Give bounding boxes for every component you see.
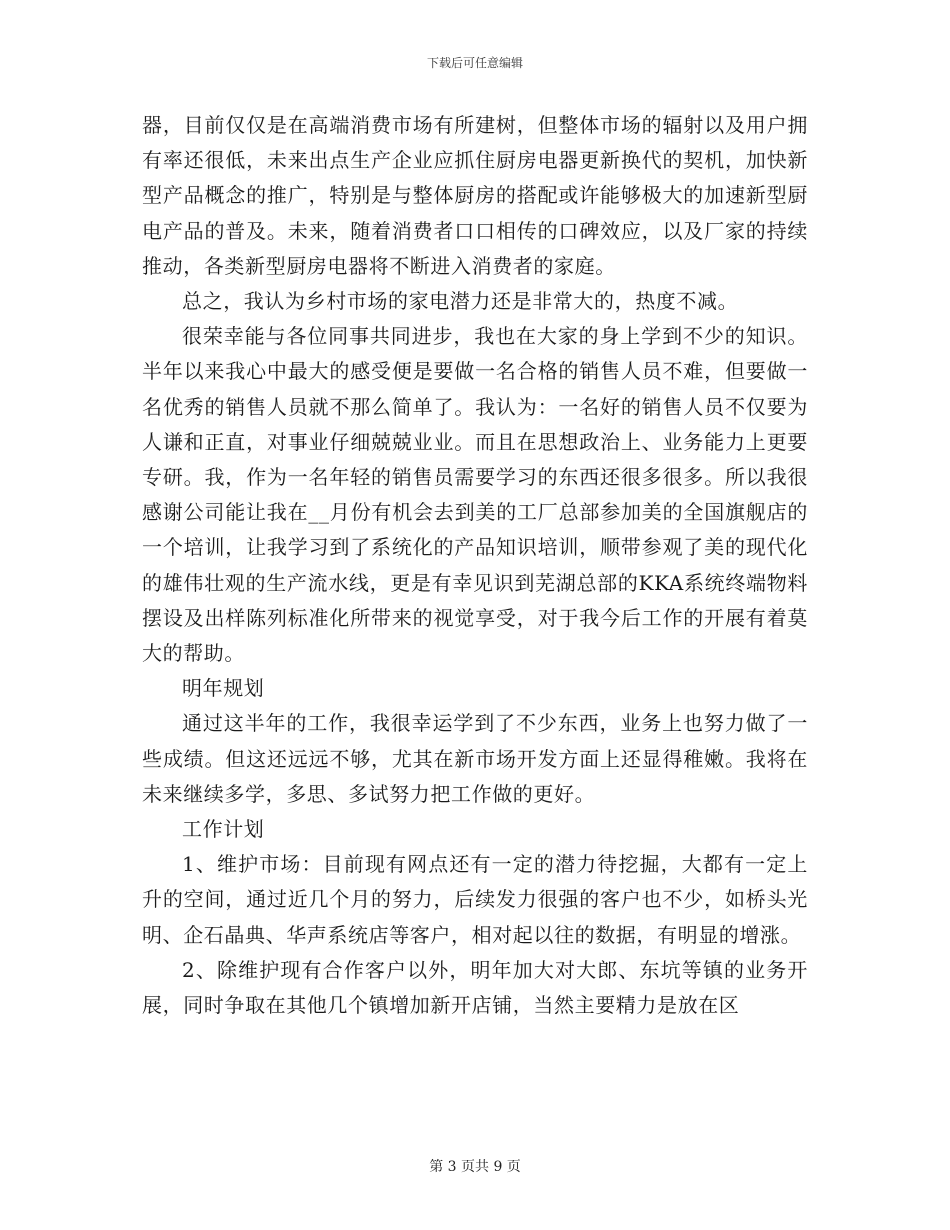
document-body bbox=[142, 108, 808, 1023]
page-header-note: 下载后可任意编辑 bbox=[426, 56, 523, 70]
page-number-footer: 第 3 页共 9 页 bbox=[429, 1159, 521, 1175]
section-heading-next-year-plan: 明年规划 bbox=[182, 676, 265, 701]
paragraph-continued: 器，目前仅仅是在高端消费市场有所建树，但整体市场的辐射以及用户拥有率还很低，未来出点生产企业应抓住厨房电器更新换代的契机，加快新型产品概念的推广，特别是与整体厨房的搭配或许能够极大的加速新型厨电产品的普及。未来，随着消费者口口相传的口碑效应，以及厂家的持续推动，各类新型厨房电器将不断进入消费者的家庭。 bbox=[142, 113, 808, 278]
paragraph-next-year-plan: 通过这半年的工作，我很幸运学到了不少东西，业务上也努力做了一些成绩。但这还远远不够，尤其在新市场开发方面上还显得稚嫩。我将在未来继续多学，多思、多试努力把工作做的更好。 bbox=[142, 711, 808, 806]
paragraph-summary: 总之，我认为乡村市场的家电潜力还是非常大的，热度不减。 bbox=[182, 289, 739, 314]
paragraph-reflection: 很荣幸能与各位同事共同进步，我也在大家的身上学到不少的知识。半年以来我心中最大的感受便是要做一名合格的销售人员不难，但要做一名优秀的销售人员就不那么简单了。我认为：一名好的销售人员不仅要为人谦和正直，对事业仔细兢兢业业。而且在思想政治上、业务能力上更要专研。我，作为一名年轻的销售员需要学习的东西还很多很多。所以我很感谢公司能让我在__月份有机会去到美的工厂总部参加美的全国旗舰店的一个培训，让我学习到了系统化的产品知识培训，顺带参观了美的现代化的雄伟壮观的生产流水线，更是有幸见识到芜湖总部的KKA系统终端物料摆设及出样陈列标准化所带来的视觉享受，对于我今后工作的开展有着莫大的帮助。 bbox=[142, 324, 808, 666]
section-heading-work-plan: 工作计划 bbox=[182, 817, 265, 842]
paragraph-work-plan-item-2: 2、除维护现有合作客户以外，明年加大对大郎、东坑等镇的业务开展，同时争取在其他几个镇增加新开店铺，当然主要精力是放在区 bbox=[142, 957, 808, 1018]
paragraph-work-plan-item-1: 1、维护市场：目前现有网点还有一定的潜力待挖掘，大都有一定上升的空间，通过近几个月的努力，后续发力很强的客户也不少，如桥头光明、企石晶典、华声系统店等客户，相对起以往的数据，有明显的增涨。 bbox=[142, 852, 808, 947]
